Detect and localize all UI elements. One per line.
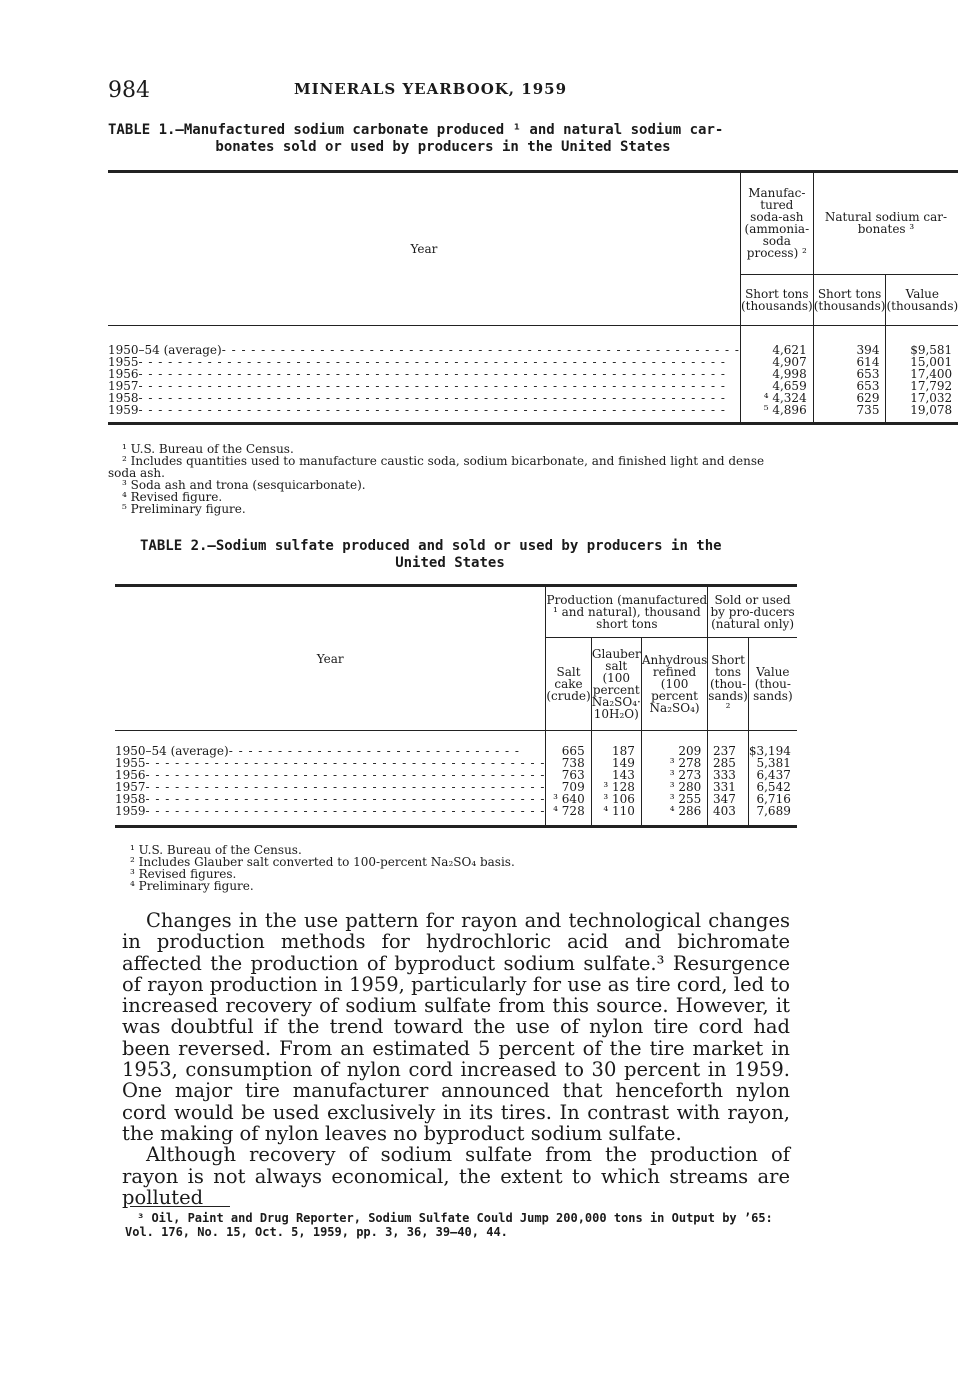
table1-caption-line1: TABLE 1.—Manufactured sodium carbonate produced ¹ and natural sodium car-: [108, 122, 724, 138]
table1-footnotes: [108, 443, 784, 515]
table1-natural-value-values: $9,581 15,001 17,400 17,792 17,032 19,078: [886, 326, 958, 424]
page-number: 984: [108, 78, 150, 103]
table2-footnotes: [130, 844, 790, 892]
table1-manufactured-values: 4,621 4,907 4,998 4,659 ⁴ 4,324 ⁵ 4,896: [740, 326, 813, 424]
table2-value-values: $3,194 5,381 6,437 6,542 6,716 7,689: [748, 731, 797, 827]
footnote: ³ Revised figures.: [130, 867, 237, 881]
table2-production-header: Production (manufactured ¹ and natural), thousand short tons: [546, 586, 708, 638]
table2-year-column: [115, 731, 546, 827]
table2-short-tons-header: Short tons (thou-sands) ²: [708, 638, 749, 731]
footnote: ¹ U.S. Bureau of the Census.: [122, 442, 294, 456]
table2-value-header: Value (thou-sands): [748, 638, 797, 731]
table1-year-column: [108, 326, 740, 424]
running-title: MINERALS YEARBOOK, 1959: [293, 80, 568, 98]
footnote: ³ Soda ash and trona (sesquicarbonate).: [122, 478, 366, 492]
table1-natural-tons-values: 394 614 653 653 629 735: [813, 326, 886, 424]
table-row: 1959- - - - - - - - - - - - - - - - - - - - - - - - - - - - - - - - - - - - - - - - -: [115, 804, 546, 818]
table-row: 1957- - - - - - - - - - - - - - - - - - - - - - - - - - - - - - - - - - - - - - - - -: [115, 780, 546, 794]
table-row: 1955- - - - - - - - - - - - - - - - - - - - - - - - - - - - - - - - - - - - - - - - - - - - - - - - - - - - - - - - - - - -: [108, 355, 726, 369]
table2-tons-values: 237 285 333 331 347 403: [708, 731, 749, 827]
table1-unit-short-tons: Short tons (thousands): [740, 274, 813, 325]
table-row: 1958- - - - - - - - - - - - - - - - - - - - - - - - - - - - - - - - - - - - - - - - -: [115, 792, 546, 806]
table2-glauber-values: 187 149 143 ³ 128 ³ 106 ⁴ 110: [591, 731, 641, 827]
table1-caption-line2: bonates sold or used by producers in the United States: [215, 139, 671, 155]
table2-caption-line1: TABLE 2.—Sodium sulfate produced and sold or used by producers in the: [140, 538, 722, 554]
footnote: ¹ U.S. Bureau of the Census.: [130, 843, 302, 857]
table2-anhydrous-values: 209 ³ 278 ³ 273 ³ 280 ³ 255 ⁴ 286: [641, 731, 707, 827]
table2-sold-header: Sold or used by pro-ducers (natural only): [708, 586, 797, 638]
table2-glauber-header: Glauber salt (100 percent Na₂SO₄· 10H₂O): [591, 638, 641, 731]
table-row: 1956- - - - - - - - - - - - - - - - - - - - - - - - - - - - - - - - - - - - - - - - -: [115, 768, 546, 782]
footnote: ⁵ Preliminary figure.: [122, 502, 246, 516]
table-row: 1956- - - - - - - - - - - - - - - - - - - - - - - - - - - - - - - - - - - - - - - - - - - - - - - - - - - - - - - - - - - -: [108, 367, 726, 381]
footnote: ⁴ Revised figure.: [122, 490, 223, 504]
body-text: [122, 910, 790, 1208]
footnote: ² Includes Glauber salt converted to 100-percent Na₂SO₄ basis.: [130, 855, 515, 869]
table1-unit-short-tons-natural: Short tons (thousands): [813, 274, 886, 325]
footnote: ⁴ Preliminary figure.: [130, 879, 254, 893]
table2-caption: [140, 538, 760, 572]
page-footnote: ³ Oil, Paint and Drug Reporter, Sodium Sulfate Could Jump 200,000 tons in Output by ’65: Vol. 176, No. 15, Oct. 5, 1959, pp. 3, 36, 39–40, 44.: [125, 1211, 773, 1239]
table-row: 1950–54 (average)- - - - - - - - - - - - - - - - - - - - - - - - - - - - - -: [115, 744, 520, 758]
table1-caption: [108, 122, 778, 156]
table2-caption-line2: United States: [395, 555, 505, 571]
table1-unit-value: Value (thousands): [886, 274, 958, 325]
table2: [115, 584, 797, 828]
table-row: 1957- - - - - - - - - - - - - - - - - - - - - - - - - - - - - - - - - - - - - - - - - - - - - - - - - - - - - - - - - - - -: [108, 379, 726, 393]
table2-anhydrous-header: Anhydrous refined (100 percent Na₂SO₄): [641, 638, 707, 731]
table1-natural-header: Natural sodium car-bonates ³: [813, 172, 958, 275]
table2-salt-cake-values: 665 738 763 709 ³ 640 ⁴ 728: [546, 731, 591, 827]
footnote: ² Includes quantities used to manufacture caustic soda, sodium bicarbonate, and finished light and dense soda ash.: [108, 454, 765, 480]
table-row: 1950–54 (average)- - - - - - - - - - - - - - - - - - - - - - - - - - - - - - - - - - - - - - - - - - - - - - - - - - - - -: [108, 343, 740, 357]
table1-manufactured-header: Manufac-tured soda-ash (ammonia-soda process) ²: [740, 172, 813, 275]
footnote-rule: [130, 1206, 230, 1207]
table1-year-header: Year: [108, 172, 740, 326]
table-row: 1959- - - - - - - - - - - - - - - - - - - - - - - - - - - - - - - - - - - - - - - - - - - - - - - - - - - - - - - - - - - -: [108, 403, 726, 417]
paragraph: Although recovery of sodium sulfate from the production of rayon is not always economical, the extent to which streams are polluted: [122, 1143, 790, 1209]
paragraph: Changes in the use pattern for rayon and technological changes in production methods for hydrochloric acid and bichromate affected the production of byproduct sodium sulfate.³ Resurgence of rayon production in 1959, particularly for use as tire cord, led to increased recovery of sodium sulfate from this source. However, it was doubtful if the trend toward the use of nylon tire cord had been reversed. From an estimated 5 percent of the tire market in 1953, consumption of nylon cord increased to 30 percent in 1959. One major tire manufacturer announced that henceforth nylon cord would be used exclusively in its tires. In contrast with rayon, the making of nylon leaves no byproduct sodium sulfate.: [122, 909, 790, 1145]
table2-salt-cake-header: Salt cake (crude): [546, 638, 591, 731]
table1: [108, 170, 958, 425]
table-row: 1955- - - - - - - - - - - - - - - - - - - - - - - - - - - - - - - - - - - - - - - - -: [115, 756, 546, 770]
table2-year-header: Year: [115, 586, 546, 731]
table-row: 1958- - - - - - - - - - - - - - - - - - - - - - - - - - - - - - - - - - - - - - - - - - - - - - - - - - - - - - - - - - - -: [108, 391, 726, 405]
